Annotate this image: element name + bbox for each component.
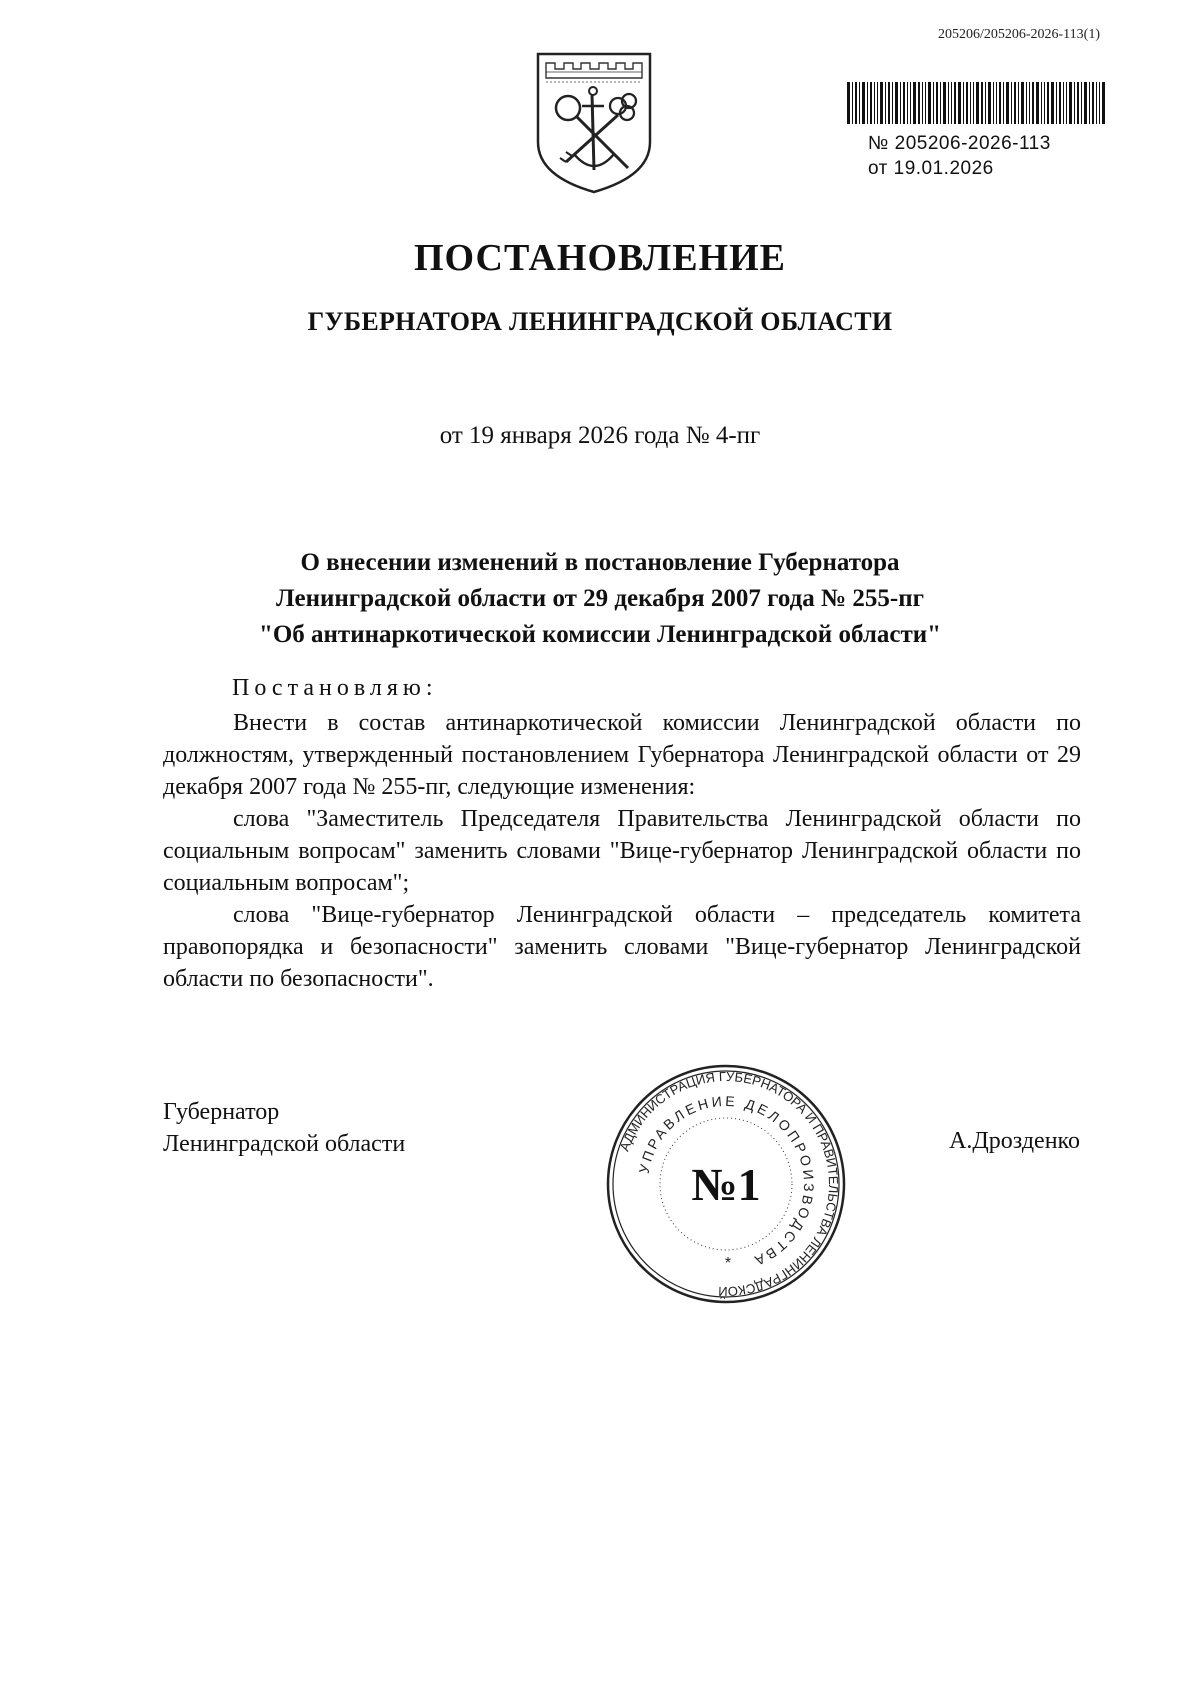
body-paragraph: слова "Вице-губернатор Ленинградской области – председатель комитета правопорядка и безопасности" заменить словами "Вице-губернатор Ленинградской области по безопасности". — [163, 902, 1081, 992]
signer-name: А.Дрозденко — [949, 1128, 1080, 1154]
document-reference-number: 205206/205206-2026-113(1) — [937, 27, 1100, 42]
body-paragraph: слова "Заместитель Председателя Правительства Ленинградской области по социальным вопросам" заменить словами "Вице-губернатор Ленинградской области по социальным вопросам"; — [163, 806, 1081, 896]
subject-line: "Об антинаркотической комиссии Ленинградской области" — [258, 621, 942, 648]
signer-position-line: Губернатор — [163, 1099, 280, 1125]
registration-number: № 205206-2026-113 — [868, 133, 1051, 154]
subject-line: О внесении изменений в постановление Губернатора — [300, 549, 900, 576]
official-stamp-icon — [605, 1063, 847, 1305]
document-issuer: ГУБЕРНАТОРА ЛЕНИНГРАДСКОЙ ОБЛАСТИ — [307, 307, 893, 336]
decree-word: Постановляю: — [232, 675, 438, 701]
stamp-number: №1 — [691, 1159, 761, 1210]
stamp-outer-text-path: АДМИНИСТРАЦИЯ ГУБЕРНАТОРА И ПРАВИТЕЛЬСТВА ЛЕНИНГРАДСКОЙ — [616, 1068, 842, 1300]
signer-position — [163, 1096, 405, 1160]
body-paragraph: Внести в состав антинаркотической комиссии Ленинградской области по должностям, утвержденный постановлением Губернатора Ленинградской области от 29 декабря 2007 года № 255-пг, следующие изменения: — [163, 710, 1081, 800]
registration-date: от 19.01.2026 — [868, 158, 994, 179]
barcode-icon — [847, 82, 1105, 124]
document-date-and-number: от 19 января 2026 года № 4-пг — [439, 422, 761, 449]
subject-line: Ленинградской области от 29 декабря 2007 года № 255-пг — [276, 585, 924, 612]
coat-of-arms-icon — [532, 50, 656, 195]
document-subject — [200, 545, 1000, 653]
stamp-star: * — [724, 1255, 732, 1272]
stamp-inner-text-path: УПРАВЛЕНИЕ ДЕЛОПРОИЗВОДСТВА — [635, 1092, 818, 1271]
signer-position-line: Ленинградской области — [163, 1131, 406, 1157]
decree-body — [163, 707, 1081, 995]
document-type-title: ПОСТАНОВЛЕНИЕ — [413, 237, 787, 279]
